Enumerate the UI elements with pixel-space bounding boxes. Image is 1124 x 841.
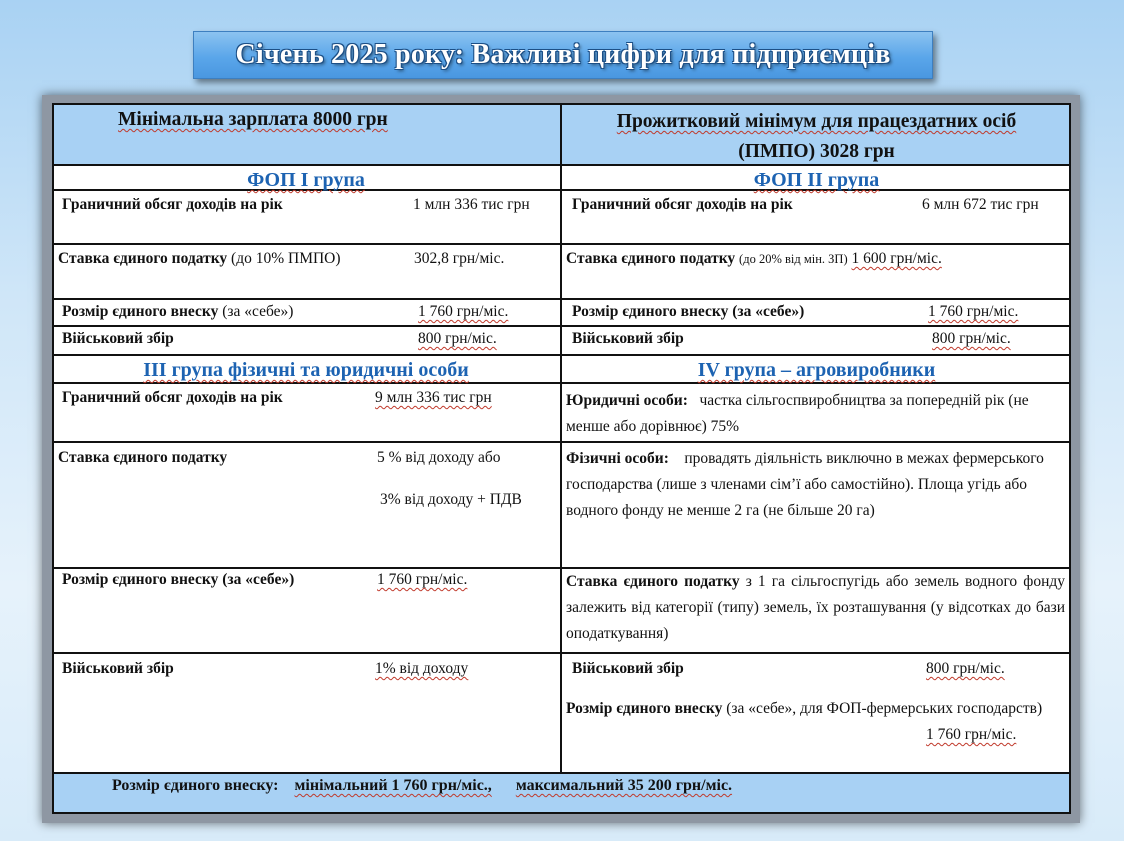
min-wage-header: Мінімальна зарплата 8000 грн — [118, 109, 388, 130]
g4-individuals: Фізичні особи: провадять діяльність виключно в межах фермерського господарства (лише з членами сім’ї або самостійно). Площа угідь або водного фонду не менше 2 га (не більше 20 га) — [566, 450, 1044, 519]
g2-mil-value: 800 грн/міс. — [932, 330, 1011, 347]
g4-legal-entities: Юридичні особи: частка сільгоспвиробництва за попередній рік (не менше або дорівнює) 75% — [566, 392, 1029, 435]
info-table — [52, 103, 1071, 814]
g1-esv-label: Розмір єдиного внеску (за «себе») — [62, 303, 294, 320]
g1-tax-label: Ставка єдиного податку (до 10% ПМПО) — [58, 250, 341, 267]
g4-mil-label: Військовий збір — [572, 660, 684, 677]
g2-esv-label: Розмір єдиного внеску (за «себе») — [572, 303, 805, 320]
g4-tax-rate: Ставка єдиного податку з 1 га сільгоспугідь або земель водного фонду залежить від категорії (типу) земель, їх розташування (у відсотках до бази оподаткування) — [566, 573, 1066, 642]
g3-esv-value: 1 760 грн/міс. — [377, 571, 468, 588]
footer-esv-range: Розмір єдиного внеску: мінімальний 1 760 грн/міс., максимальний 35 200 грн/міс. — [112, 777, 733, 794]
g2-mil-label: Військовий збір — [572, 330, 684, 347]
title-banner — [193, 31, 933, 79]
g1-esv-value: 1 760 грн/міс. — [418, 303, 509, 320]
subsistence-minimum-header: Прожитковий мінімум для працездатних осіб (ПМПО) 3028 грн — [616, 111, 1017, 162]
group4-heading: IV група – агровиробники — [697, 359, 936, 381]
g3-limit-label: Граничний обсяг доходів на рік — [62, 389, 283, 406]
g1-tax-value: 302,8 грн/міс. — [414, 250, 505, 267]
g2-limit-label: Граничний обсяг доходів на рік — [572, 196, 793, 213]
g3-tax-label: Ставка єдиного податку — [58, 449, 228, 466]
g2-limit-value: 6 млн 672 тис грн — [922, 196, 1039, 213]
g4-mil-value: 800 грн/міс. — [926, 660, 1005, 677]
g1-limit-value: 1 млн 336 тис грн — [413, 196, 530, 213]
g3-tax-value-1: 5 % від доходу або — [377, 449, 501, 466]
group3-heading: ІІІ група фізичні та юридичні особи — [143, 359, 469, 381]
group2-heading: ФОП ІІ група — [753, 169, 880, 191]
g1-mil-label: Військовий збір — [62, 330, 174, 347]
g1-limit-label: Граничний обсяг доходів на рік — [62, 196, 283, 213]
page-title: Січень 2025 року: Важливі цифри для підприємців — [235, 39, 891, 70]
g3-esv-label: Розмір єдиного внеску (за «себе») — [62, 571, 295, 588]
g3-tax-value-2: 3% від доходу + ПДВ — [380, 491, 522, 508]
g2-esv-value: 1 760 грн/міс. — [928, 303, 1019, 320]
g3-mil-value: 1% від доходу — [375, 660, 469, 677]
g1-mil-value: 800 грн/міс. — [418, 330, 497, 347]
g4-esv-value: 1 760 грн/міс. — [926, 726, 1017, 743]
g2-tax-label: Ставка єдиного податку (до 20% від мін. ЗП) 1 600 грн/міс. — [566, 250, 942, 267]
g4-esv: Розмір єдиного внеску (за «себе», для ФОП-фермерських господарств) — [566, 700, 1043, 717]
group1-heading: ФОП І група — [247, 169, 365, 191]
g3-mil-label: Військовий збір — [62, 660, 174, 677]
g3-limit-value: 9 млн 336 тис грн — [375, 389, 492, 406]
